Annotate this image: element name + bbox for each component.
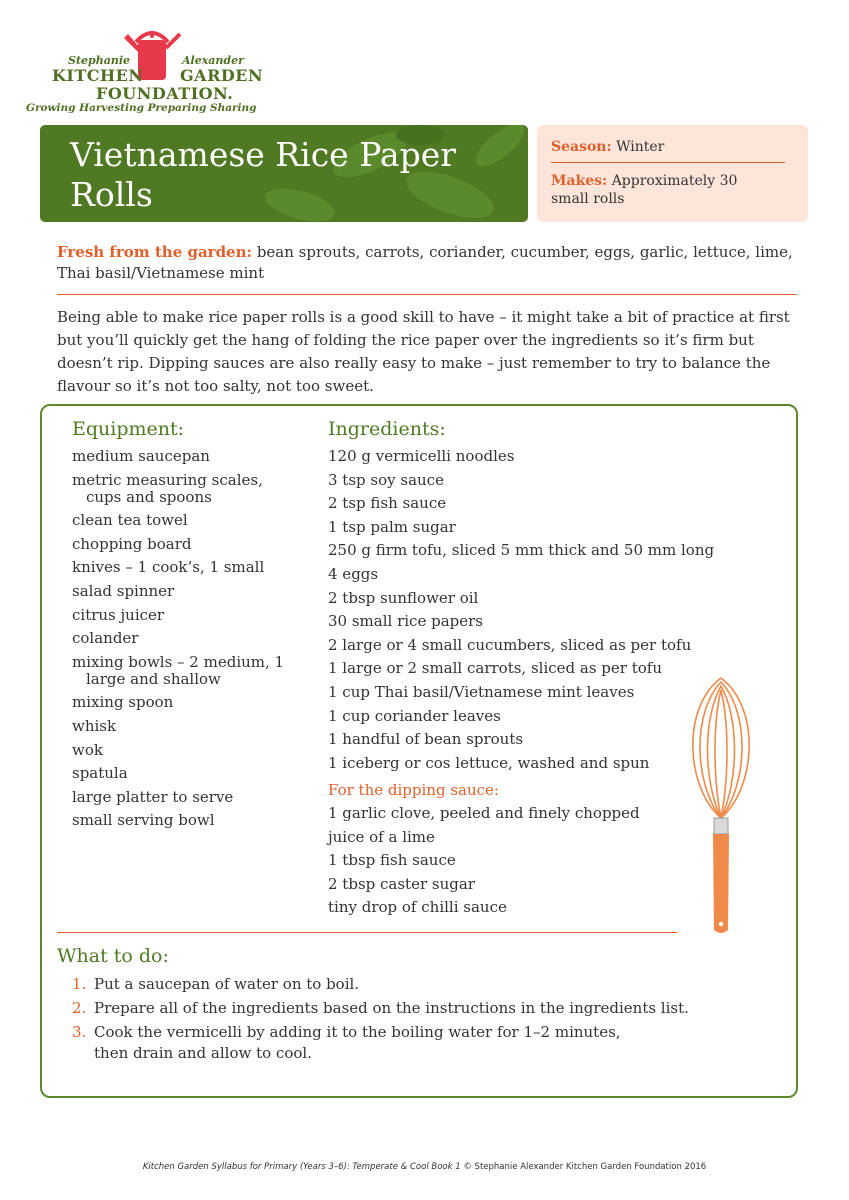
step-item [72,974,712,995]
dipping-sauce-list [328,805,728,923]
ingredients-heading: Ingredients: [328,418,446,440]
dipping-sauce-heading: For the dipping sauce: [328,781,499,799]
list-item: tiny drop of chilli sauce [328,898,507,917]
step-number: 2. [72,999,87,1017]
list-item: knives – 1 cook’s, 1 small [72,558,265,577]
step-number: 1. [72,975,87,993]
season-box [537,125,808,222]
list-item: wok [72,740,103,759]
list-item: 1 handful of bean sprouts [328,730,524,749]
makes-value: Approximately 30 small rolls [551,173,738,207]
foundation-logo [26,22,270,122]
list-item: 1 cup coriander leaves [328,706,501,725]
list-item: juice of a lime [328,827,435,846]
list-item: 1 iceberg or cos lettuce, washed and spun [328,753,650,772]
fresh-value: bean sprouts, carrots, coriander, cucumber, eggs, garlic, lettuce, lime, Thai basil/Vietnamese mint [57,243,793,282]
list-item: 2 tsp fish sauce [328,494,447,513]
list-item: metric measuring scales, cups and spoons [72,470,263,506]
what-to-do-divider [57,932,677,933]
season-value: Winter [616,139,665,155]
step-item [72,1022,634,1064]
list-item: large platter to serve [72,787,234,806]
list-item: 1 cup Thai basil/Vietnamese mint leaves [328,682,635,701]
season-label: Season: [551,139,612,155]
list-item: whisk [72,716,117,735]
logo-line3: FOUNDATION. [96,84,234,103]
list-item: small serving bowl [72,811,215,830]
list-item: 1 tbsp fish sauce [328,851,456,870]
title-banner [40,125,528,222]
footer-copyright: © Stephanie Alexander Kitchen Garden Foundation 2016 [460,1162,707,1172]
steps-list [72,974,712,1067]
step-text: Put a saucepan of water on to boil. [94,975,360,993]
fresh-label: Fresh from the garden: [57,243,253,261]
logo-line1-left: Stephanie [68,54,131,67]
list-item: 30 small rice papers [328,612,483,631]
step-number: 3. [72,1023,87,1041]
page-footer [0,1162,849,1172]
list-item: mixing spoon [72,693,174,712]
list-item: 1 large or 2 small carrots, sliced as per tofu [328,659,662,678]
list-item: colander [72,629,139,648]
list-item: 2 tbsp caster sugar [328,874,475,893]
equipment-heading: Equipment: [72,418,185,440]
list-item: 3 tsp soy sauce [328,470,444,489]
logo-line1-right: Alexander [182,54,244,67]
ingredients-list [328,448,728,778]
intro-paragraph: Being able to make rice paper rolls is a good skill to have – it might take a bit of practice at first but you’ll quickly get the hang of folding the rice paper over the ingredients so it’s firm but doesn’t rip. Dipping sauces are also really easy to make – just remember to try to balance the flavour so it’s not too salty, not too sweet. [57,308,790,395]
step-text: Cook the vermicelli by adding it to the boiling water for 1–2 minutes, then drain and allow to cool. [94,1023,621,1062]
whisk-icon [676,668,766,938]
season-divider [551,162,785,163]
logo-line2-left: KITCHEN [52,66,144,85]
list-item: 4 eggs [328,564,379,583]
step-item [72,998,712,1019]
season-row [551,138,664,156]
step-text: Prepare all of the ingredients based on the instructions in the ingredients list. [94,999,689,1017]
makes-row [551,172,766,208]
list-item: mixing bowls – 2 medium, 1 large and shallow [72,652,285,688]
list-item: 250 g firm tofu, sliced 5 mm thick and 50 mm long [328,541,715,560]
list-item: citrus juicer [72,605,165,624]
list-item: salad spinner [72,581,175,600]
list-item: 2 tbsp sunflower oil [328,588,479,607]
list-item: spatula [72,764,128,783]
makes-label: Makes: [551,173,608,189]
fresh-divider [57,294,797,295]
logo-tagline: Growing Harvesting Preparing Sharing [26,102,257,114]
what-to-do-heading: What to do: [57,945,169,967]
fresh-from-garden [57,242,797,284]
page-title: Vietnamese Rice Paper Rolls [70,135,457,214]
logo-line2-right: GARDEN [180,66,264,85]
list-item: 2 large or 4 small cucumbers, sliced as per tofu [328,635,692,654]
list-item: medium saucepan [72,447,210,465]
list-item: 1 tsp palm sugar [328,517,456,536]
equipment-list [72,448,302,836]
list-item: 120 g vermicelli noodles [328,447,515,465]
list-item: clean tea towel [72,511,188,530]
list-item: 1 garlic clove, peeled and finely chopped [328,804,640,822]
list-item: chopping board [72,534,192,553]
footer-book-title: Kitchen Garden Syllabus for Primary (Years 3–6): Temperate & Cool Book 1 [142,1162,461,1172]
